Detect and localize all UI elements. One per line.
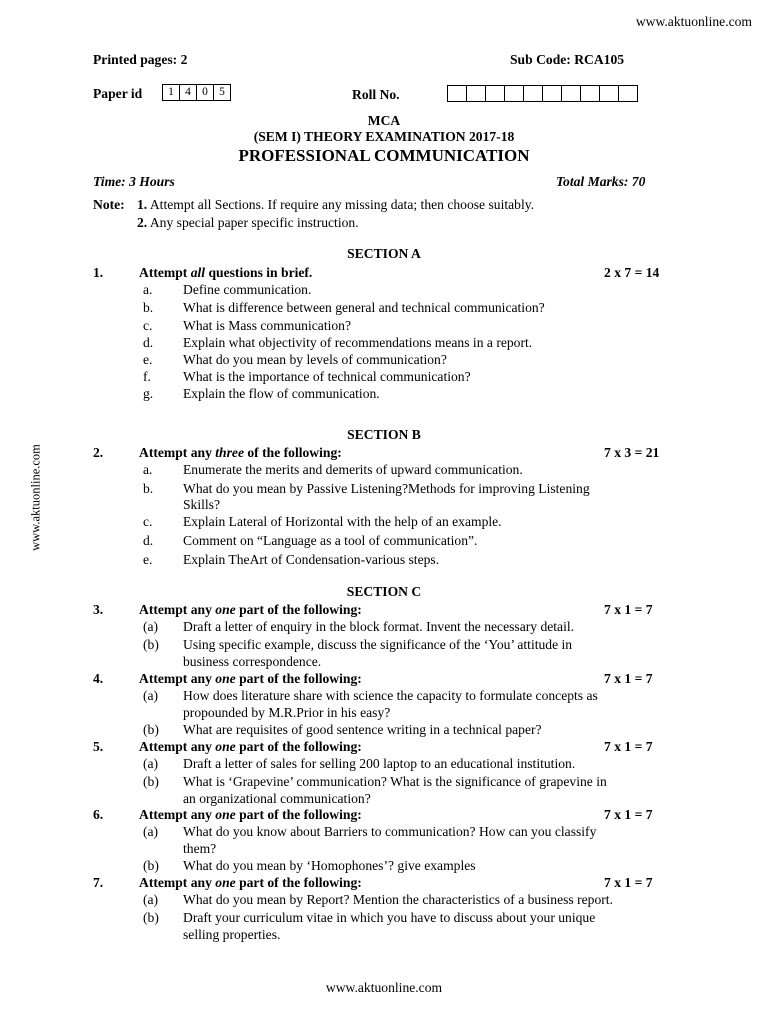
question-instruction bbox=[139, 601, 362, 618]
part-text: Enumerate the merits and demerits of upward communication. bbox=[183, 462, 523, 477]
part-label: d. bbox=[143, 335, 154, 350]
part-label: (a) bbox=[143, 892, 159, 907]
part-text: Explain TheArt of Condensation-various steps. bbox=[183, 552, 440, 567]
part-label: (b) bbox=[143, 910, 159, 925]
question-number: 3. bbox=[93, 602, 104, 617]
instruction-emphasis: one bbox=[215, 602, 236, 617]
part-text: What do you know about Barriers to communication? How can you classify bbox=[183, 824, 597, 839]
part-label: (b) bbox=[143, 637, 159, 652]
part-text: What is the importance of technical communication? bbox=[183, 369, 471, 384]
instruction-post: of the following: bbox=[243, 445, 342, 460]
section-c-title: SECTION C bbox=[346, 584, 422, 599]
instruction-post: part of the following: bbox=[235, 602, 362, 617]
part-text: How does literature share with science the capacity to formulate concepts as bbox=[183, 688, 598, 703]
part-label: b. bbox=[143, 481, 154, 496]
instruction-emphasis: one bbox=[215, 807, 236, 822]
instruction-emphasis: all bbox=[190, 265, 206, 280]
instruction-emphasis: one bbox=[215, 739, 236, 754]
roll-no-box[interactable] bbox=[485, 85, 505, 102]
paper-id-boxes bbox=[163, 84, 231, 101]
instruction-pre: Attempt any bbox=[139, 807, 216, 822]
part-label: (a) bbox=[143, 756, 159, 771]
instruction-emphasis: one bbox=[215, 671, 236, 686]
question-instruction bbox=[139, 738, 362, 755]
part-label: c. bbox=[143, 514, 153, 529]
instruction-emphasis: one bbox=[215, 875, 236, 890]
question-number: 7. bbox=[93, 875, 104, 890]
paper-id-digit: 4 bbox=[179, 84, 197, 101]
part-text-continued: them? bbox=[183, 841, 217, 856]
part-label: f. bbox=[143, 369, 151, 384]
part-text: Draft your curriculum vitae in which you have to discuss about your unique bbox=[183, 910, 596, 925]
note-label: Note: bbox=[93, 197, 125, 212]
section-a-title: SECTION A bbox=[347, 246, 421, 261]
total-marks: Total Marks: 70 bbox=[556, 174, 646, 189]
part-label: a. bbox=[143, 462, 153, 477]
part-text: What is difference between general and technical communication? bbox=[183, 300, 545, 315]
note-text: Attempt all Sections. If require any missing data; then choose suitably. bbox=[149, 197, 535, 212]
roll-no-box[interactable] bbox=[504, 85, 524, 102]
sub-code: Sub Code: RCA105 bbox=[510, 52, 625, 67]
part-text-continued: selling properties. bbox=[183, 927, 281, 942]
roll-no-boxes[interactable] bbox=[448, 85, 638, 102]
part-text-continued: an organizational communication? bbox=[183, 791, 371, 806]
site-url-side: www.aktuonline.com bbox=[28, 444, 43, 551]
instruction-pre: Attempt any bbox=[139, 739, 216, 754]
question-number: 2. bbox=[93, 445, 104, 460]
part-text: What is Mass communication? bbox=[183, 318, 351, 333]
part-label: (b) bbox=[143, 774, 159, 789]
roll-no-box[interactable] bbox=[599, 85, 619, 102]
printed-pages: Printed pages: 2 bbox=[93, 52, 188, 67]
question-instruction bbox=[139, 444, 342, 461]
note-item bbox=[137, 214, 359, 231]
part-text: Define communication. bbox=[183, 282, 312, 297]
part-text: Explain Lateral of Horizontal with the help of an example. bbox=[183, 514, 502, 529]
paper-id-digit: 1 bbox=[162, 84, 180, 101]
site-url-top: www.aktuonline.com bbox=[635, 14, 752, 29]
part-label: e. bbox=[143, 352, 153, 367]
part-text: What do you mean by ‘Homophones’? give examples bbox=[183, 858, 476, 873]
roll-no-box[interactable] bbox=[523, 85, 543, 102]
instruction-pre: Attempt any bbox=[139, 875, 216, 890]
instruction-pre: Attempt any bbox=[139, 671, 216, 686]
part-text: What do you mean by levels of communication? bbox=[183, 352, 447, 367]
part-label: b. bbox=[143, 300, 154, 315]
part-label: d. bbox=[143, 533, 154, 548]
roll-no-label: Roll No. bbox=[352, 87, 400, 102]
part-label: a. bbox=[143, 282, 153, 297]
question-marks: 7 x 1 = 7 bbox=[604, 875, 653, 890]
instruction-post: part of the following: bbox=[235, 807, 362, 822]
part-label: (a) bbox=[143, 619, 159, 634]
part-label: g. bbox=[143, 386, 154, 401]
part-text: What are requisites of good sentence writing in a technical paper? bbox=[183, 722, 542, 737]
part-text-continued: business correspondence. bbox=[183, 654, 322, 669]
question-number: 6. bbox=[93, 807, 104, 822]
note-number: 2. bbox=[137, 215, 148, 230]
paper-id-label: Paper id bbox=[93, 86, 143, 101]
roll-no-box[interactable] bbox=[618, 85, 638, 102]
question-instruction bbox=[139, 874, 362, 891]
instruction-post: part of the following: bbox=[235, 671, 362, 686]
note-item bbox=[137, 196, 534, 213]
instruction-post: part of the following: bbox=[235, 739, 362, 754]
part-label: (a) bbox=[143, 688, 159, 703]
part-label: (b) bbox=[143, 722, 159, 737]
instruction-emphasis: three bbox=[215, 445, 244, 460]
part-text: Explain the flow of communication. bbox=[183, 386, 380, 401]
instruction-pre: Attempt bbox=[139, 265, 191, 280]
part-label: (b) bbox=[143, 858, 159, 873]
part-text: What do you mean by Passive Listening?Methods for improving Listening bbox=[183, 481, 590, 496]
roll-no-box[interactable] bbox=[542, 85, 562, 102]
section-b-title: SECTION B bbox=[347, 427, 421, 442]
part-text-continued: Skills? bbox=[183, 497, 221, 512]
question-marks: 2 x 7 = 14 bbox=[604, 265, 660, 280]
question-instruction bbox=[139, 670, 362, 687]
question-instruction bbox=[139, 264, 312, 281]
question-marks: 7 x 1 = 7 bbox=[604, 671, 653, 686]
question-number: 4. bbox=[93, 671, 104, 686]
part-text: Explain what objectivity of recommendations means in a report. bbox=[183, 335, 533, 350]
question-number: 1. bbox=[93, 265, 104, 280]
instruction-pre: Attempt any bbox=[139, 602, 216, 617]
program: MCA bbox=[367, 113, 401, 128]
roll-no-box[interactable] bbox=[580, 85, 600, 102]
part-label: (a) bbox=[143, 824, 159, 839]
question-marks: 7 x 3 = 21 bbox=[604, 445, 660, 460]
site-url-bottom: www.aktuonline.com bbox=[325, 980, 443, 995]
note-text: Any special paper specific instruction. bbox=[149, 215, 359, 230]
question-marks: 7 x 1 = 7 bbox=[604, 602, 653, 617]
question-marks: 7 x 1 = 7 bbox=[604, 807, 653, 822]
exam-name: (SEM I) THEORY EXAMINATION 2017-18 bbox=[253, 129, 515, 144]
roll-no-box[interactable] bbox=[561, 85, 581, 102]
roll-no-box[interactable] bbox=[447, 85, 467, 102]
time-allowed: Time: 3 Hours bbox=[93, 174, 175, 189]
part-label: e. bbox=[143, 552, 153, 567]
part-text: Draft a letter of enquiry in the block format. Invent the necessary detail. bbox=[183, 619, 575, 634]
instruction-post: questions in brief. bbox=[205, 265, 313, 280]
part-text: Draft a letter of sales for selling 200 laptop to an educational institution. bbox=[183, 756, 576, 771]
part-text: What is ‘Grapevine’ communication? What is the significance of grapevine in bbox=[183, 774, 607, 789]
part-text: Using specific example, discuss the significance of the ‘You’ attitude in bbox=[183, 637, 573, 652]
roll-no-box[interactable] bbox=[466, 85, 486, 102]
question-instruction bbox=[139, 806, 362, 823]
question-number: 5. bbox=[93, 739, 104, 754]
instruction-pre: Attempt any bbox=[139, 445, 216, 460]
part-text: Comment on “Language as a tool of communication”. bbox=[183, 533, 478, 548]
part-text-continued: propounded by M.R.Prior in his easy? bbox=[183, 705, 391, 720]
paper-id-digit: 5 bbox=[213, 84, 231, 101]
instruction-post: part of the following: bbox=[235, 875, 362, 890]
subject-title: PROFESSIONAL COMMUNICATION bbox=[238, 146, 530, 165]
part-label: c. bbox=[143, 318, 153, 333]
paper-id-digit: 0 bbox=[196, 84, 214, 101]
question-marks: 7 x 1 = 7 bbox=[604, 739, 653, 754]
part-text: What do you mean by Report? Mention the characteristics of a business report. bbox=[183, 892, 613, 907]
note-number: 1. bbox=[137, 197, 148, 212]
